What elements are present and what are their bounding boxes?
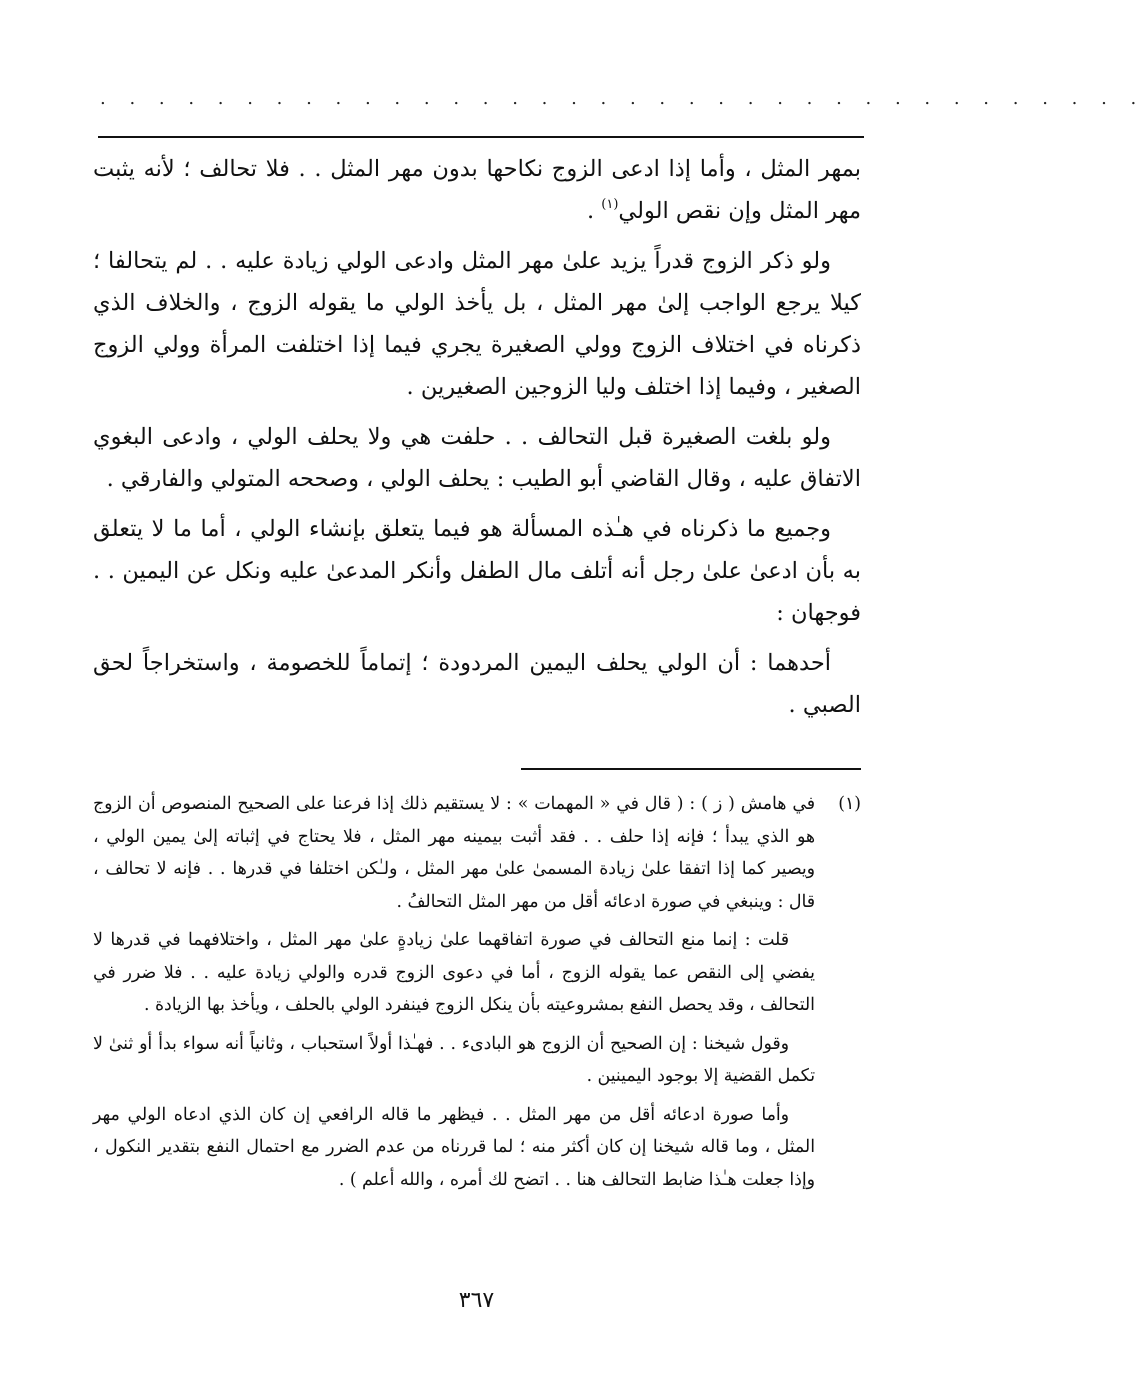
paragraph-5: أحدهما : أن الولي يحلف اليمين المردودة ؛ إتماماً للخصومة ، واستخراجاً لحق الصبي . [93,650,861,718]
paragraph-3: ولو بلغت الصغيرة قبل التحالف . . حلفت هي ولا يحلف الولي ، وادعى البغوي الاتفاق عليه ، وقال القاضي أبو الطيب : يحلف الولي ، وصححه المتولي والفارقي . [93,424,861,492]
footnote-body [93,788,815,1202]
paragraph-1-text: بمهر المثل ، وأما إذا ادعى الزوج نكاحها بدون مهر المثل . . فلا تحالف ؛ لأنه يثبت مهر المثل وإن نقص الولي [93,156,861,224]
paragraph-1-end: . [586,198,602,224]
running-header-dots: . . . . . . . . . . . . . . . . . . . . . . . . . . . . . . . . . . . . [100,88,1145,109]
footnote-paragraph-1: في هامش ( ز ) : ( قال في « المهمات » : لا يستقيم ذلك إذا فرعنا على الصحيح المنصوص أن الزوج هو الذي يبدأ ؛ فإنه إذا حلف . . فقد أثبت بيمينه مهر المثل ، فلا يحتاج في إثباته إلىٰ يمين الولي ، ويصير كما إذا اتفقا علىٰ زيادة المسمىٰ علىٰ مهر المثل ، ولـٰكن اختلفا في قدرها . . فإنه لا تحالف ، قال : وينبغي في صورة ادعائه أقل من مهر المثل التحالفُ . [93,794,815,912]
footnote-paragraph-4: وأما صورة ادعائه أقل من مهر المثل . . فيظهر ما قاله الرافعي إن كان الذي ادعاه الولي مهر المثل ، وما قاله شيخنا إن كان أكثر منه ؛ لما قررناه من عدم الضرر مع احتمال النفع بتقدير النكول ، وإذا جعلت هـٰذا ضابط التحالف هنا . . اتضح لك أمره ، والله أعلم ) . [93,1104,815,1190]
page-number: ٣٦٧ [458,1288,495,1313]
paragraph-2: ولو ذكر الزوج قدراً يزيد علىٰ مهر المثل وادعى الولي زيادة عليه . . لم يتحالفا ؛ كيلا يرجع الواجب إلىٰ مهر المثل ، بل يأخذ الولي ما يقوله الزوج ، والخلاف الذي ذكرناه في اختلاف الزوج وولي الصغيرة يجري فيما إذا اختلفت المرأة وولي الزوج الصغير ، وفيما إذا اختلف وليا الزوجين الصغيرين . [93,248,861,400]
paragraph-4: وجميع ما ذكرناه في هـٰذه المسألة هو فيما يتعلق بإنشاء الولي ، أما ما لا يتعلق به بأن ادعىٰ علىٰ رجل أنه أتلف مال الطفل وأنكر المدعىٰ عليه ونكل عن اليمين . . فوجهان : [93,516,861,626]
footnote-number: (١) [838,794,861,814]
footnote-marker: (١) [601,197,619,212]
footnotes [93,788,861,1202]
footnote-paragraph-2: قلت : إنما منع التحالف في صورة اتفاقهما علىٰ زيادةٍ علىٰ مهر المثل ، واختلافهما في قدرها لا يفضي إلى النقص عما يقوله الزوج ، أما في دعوى الزوج قدره والولي زيادة عليه . . فلا ضرر في التحالف ، وقد يحصل النفع بمشروعيته بأن ينكل الزوج فينفرد الولي بالحلف ، ويأخذ بها الزيادة . [93,930,815,1015]
main-text [93,148,861,734]
paragraph-1 [93,148,861,232]
header-rule [98,136,864,138]
footnote-paragraph-3: وقول شيخنا : إن الصحيح أن الزوج هو البادىء . . فهـٰذا أولاً استحباب ، وثانياً أنه سواء بدأ أو ثنىٰ لا تكمل القضية إلا بوجود اليمينين . [93,1033,815,1086]
footnote-separator [521,768,861,770]
footnote-1 [93,788,861,1202]
